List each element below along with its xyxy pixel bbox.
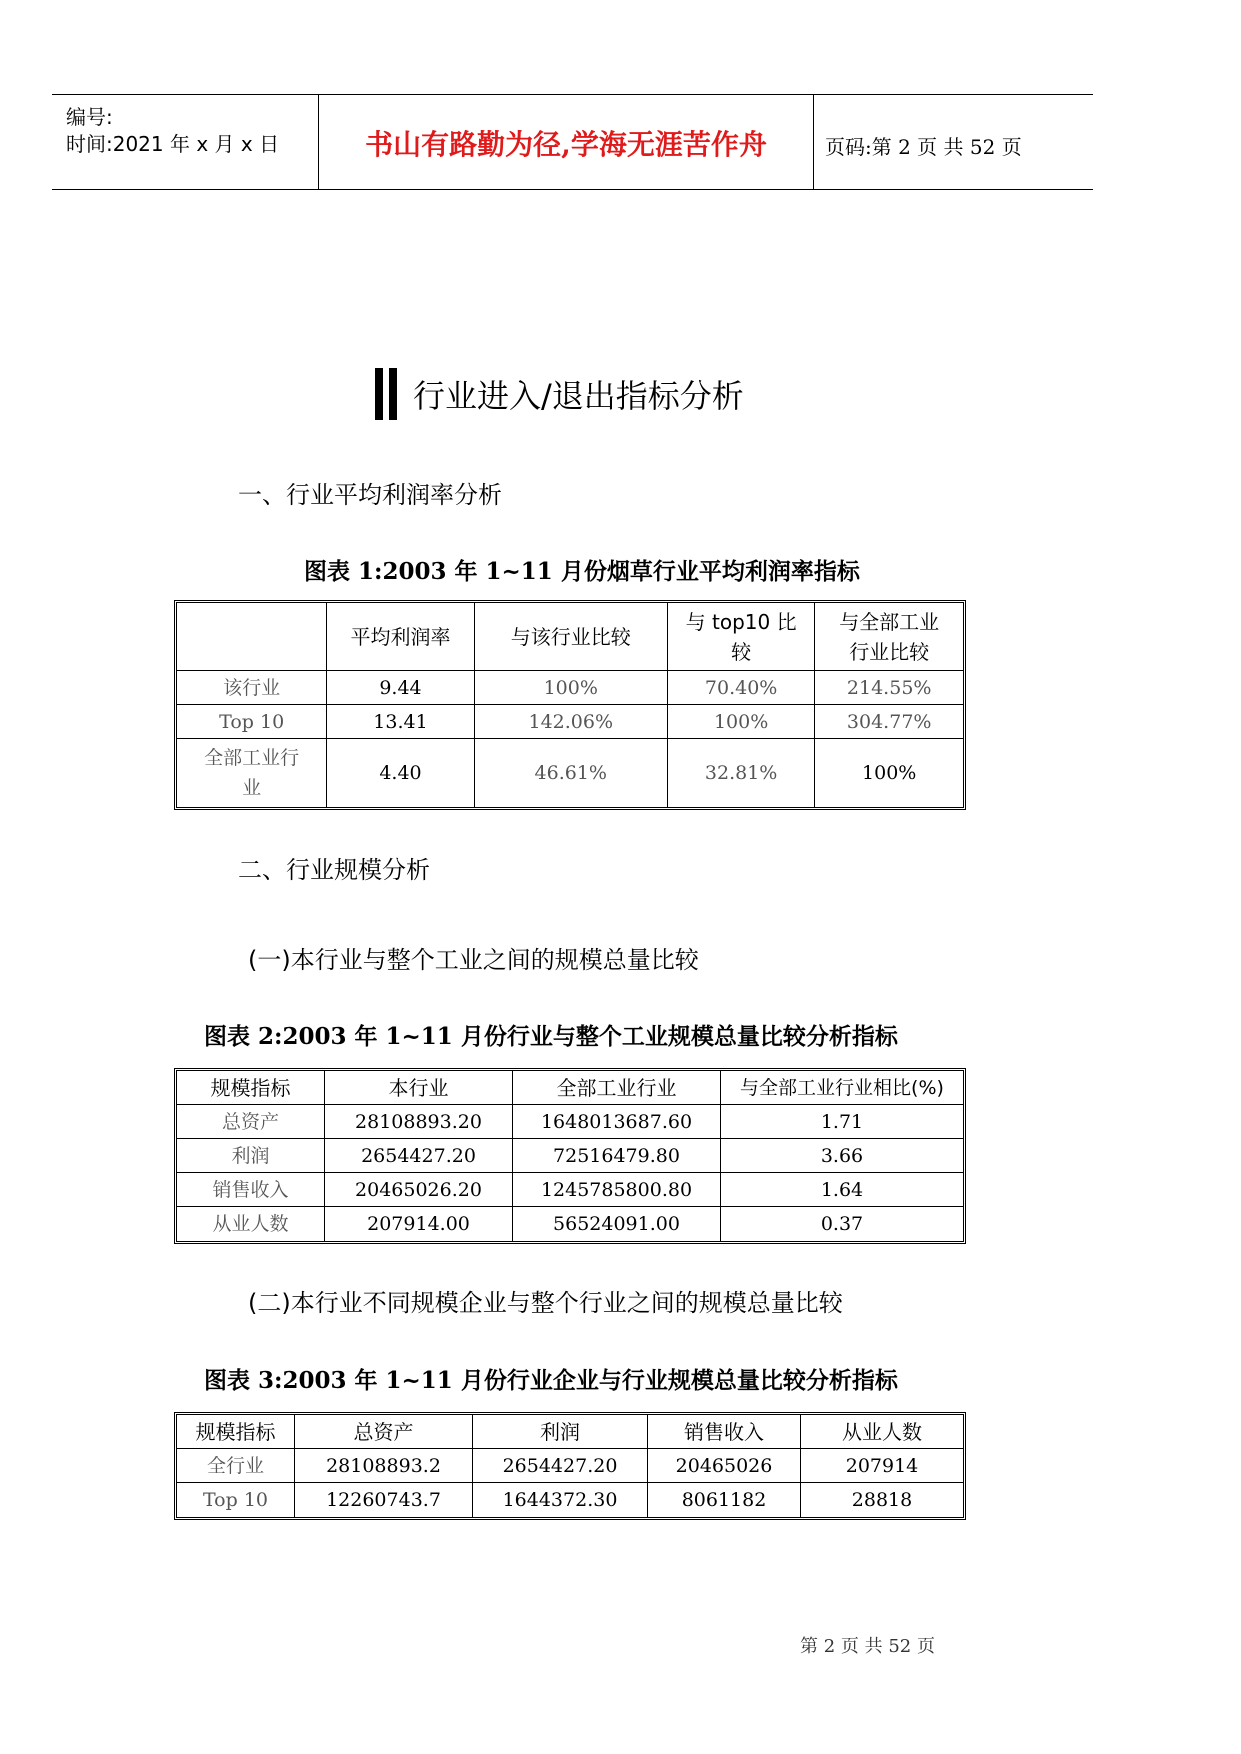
page-header	[52, 94, 1093, 190]
table1-header-row	[177, 603, 963, 671]
table-row	[177, 1105, 963, 1139]
section2-sub1: (一)本行业与整个工业之间的规模总量比较	[248, 946, 699, 974]
table-row	[177, 1449, 963, 1483]
table-row	[177, 1207, 963, 1241]
table-cell: 46.61%	[475, 739, 668, 807]
table-cell: 1.64	[721, 1173, 963, 1207]
table-cell: 28818	[851, 1489, 913, 1511]
table-cell: 1245785800.80	[513, 1173, 721, 1207]
table3-header-row	[177, 1415, 963, 1449]
table-cell: 207914.00	[325, 1207, 513, 1241]
table2-header-cell: 本行业	[325, 1071, 513, 1105]
table-cell: 72516479.80	[513, 1139, 721, 1173]
table2-header-row	[177, 1071, 963, 1105]
title-bar-icon	[375, 368, 383, 420]
table3-enterprise-comparison	[174, 1412, 966, 1520]
table2-header-cell: 与全部工业行业相比(%)	[721, 1071, 963, 1105]
table-cell: 214.55%	[815, 671, 963, 705]
header-page-label: 页码:第 2 页 共 52 页	[825, 135, 1022, 159]
table2-row-name: 总资产	[177, 1105, 325, 1139]
table1-header-cell: 与 top10 比较	[668, 603, 816, 671]
table3-header-cell: 利润	[473, 1415, 648, 1449]
table1-header-cell: 与全部工业行业比较	[815, 603, 963, 671]
main-title	[375, 372, 744, 416]
section2-sub2: (二)本行业不同规模企业与整个行业之间的规模总量比较	[248, 1289, 843, 1317]
section2-heading: 二、行业规模分析	[238, 856, 430, 884]
table2-row-name: 利润	[177, 1139, 325, 1173]
table2-row-name: 从业人数	[177, 1207, 325, 1241]
table3-caption: 图表 3:2003 年 1~11 月份行业企业与行业规模总量比较分析指标	[204, 1367, 898, 1394]
table-cell: 2654427.20	[325, 1139, 513, 1173]
table3-row-name: Top 10	[177, 1483, 295, 1517]
header-number-label: 编号:	[66, 105, 113, 129]
table3-header-cell: 规模指标	[177, 1415, 295, 1449]
table-cell: 2654427.20	[473, 1449, 648, 1483]
table-cell: 56524091.00	[513, 1207, 721, 1241]
table-cell: 28108893.20	[325, 1105, 513, 1139]
table-row	[177, 705, 963, 739]
main-title-text: 行业进入/退出指标分析	[413, 377, 744, 415]
table-cell: 0.37	[820, 1213, 864, 1235]
table1-row-name: 全部工业行业	[177, 739, 327, 807]
table-cell: 1644372.30	[473, 1483, 648, 1517]
table3-header-cell: 从业人数	[801, 1415, 963, 1449]
table-cell: 3.66	[721, 1139, 963, 1173]
table-row	[177, 1173, 963, 1207]
table1-row-name: Top 10	[177, 705, 327, 739]
table1-header-cell: 平均利润率	[327, 603, 474, 671]
title-bar-icon	[389, 368, 397, 420]
table2-header-cell: 规模指标	[177, 1071, 325, 1105]
table-cell: 32.81%	[668, 739, 816, 807]
table-cell: 9.44	[327, 671, 474, 705]
table1-header-cell	[177, 603, 327, 671]
header-time-label: 时间:2021 年 x 月 x 日	[66, 132, 280, 156]
table-cell: 28108893.2	[295, 1449, 473, 1483]
table-cell: 20465026	[648, 1449, 801, 1483]
table1-row-name: 该行业	[177, 671, 327, 705]
page-footer: 第 2 页 共 52 页	[800, 1636, 935, 1657]
header-page-cell	[813, 95, 1093, 189]
table2-row-name: 销售收入	[177, 1173, 325, 1207]
table-row	[177, 1139, 963, 1173]
table-cell: 1648013687.60	[513, 1105, 721, 1139]
header-motto-cell	[318, 95, 814, 189]
table-cell: 100%	[862, 762, 917, 784]
table-cell: 207914	[801, 1449, 963, 1483]
table-cell: 1.71	[721, 1105, 963, 1139]
table3-header-cell: 销售收入	[648, 1415, 801, 1449]
table2-caption: 图表 2:2003 年 1~11 月份行业与整个工业规模总量比较分析指标	[204, 1023, 898, 1050]
table-cell: 142.06%	[475, 705, 668, 739]
header-motto: 书山有路勤为径,学海无涯苦作舟	[365, 128, 767, 161]
table-cell: 70.40%	[668, 671, 816, 705]
table-row	[177, 1483, 963, 1517]
table-cell: 100%	[475, 671, 668, 705]
table-cell: 13.41	[327, 705, 474, 739]
table1-profit-rate	[174, 600, 966, 810]
table-row	[177, 671, 963, 705]
table-cell: 8061182	[648, 1483, 801, 1517]
table-cell: 100%	[668, 705, 816, 739]
table2-header-cell: 全部工业行业	[513, 1071, 721, 1105]
table-cell: 12260743.7	[295, 1483, 473, 1517]
table2-scale-comparison	[174, 1068, 966, 1244]
table-cell: 20465026.20	[325, 1173, 513, 1207]
header-info-cell	[52, 95, 318, 189]
table-row	[177, 739, 963, 807]
section1-heading: 一、行业平均利润率分析	[238, 481, 502, 509]
table1-caption: 图表 1:2003 年 1~11 月份烟草行业平均利润率指标	[304, 558, 860, 585]
table3-header-cell: 总资产	[295, 1415, 473, 1449]
table-cell: 304.77%	[815, 705, 963, 739]
table3-row-name: 全行业	[177, 1449, 295, 1483]
table-cell: 4.40	[327, 739, 474, 807]
table1-header-cell: 与该行业比较	[475, 603, 668, 671]
